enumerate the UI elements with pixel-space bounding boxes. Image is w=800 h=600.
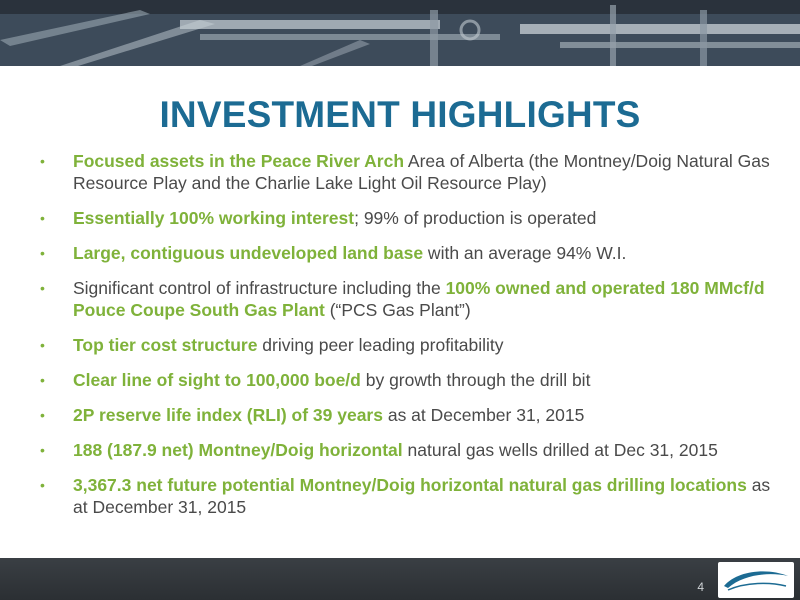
bullet-icon: • xyxy=(40,372,45,388)
footer-bar xyxy=(0,558,800,600)
header-banner-image xyxy=(0,0,800,66)
bullet-icon: • xyxy=(40,477,45,493)
bullet-item xyxy=(40,334,775,356)
bullet-text: ; 99% of production is operated xyxy=(354,208,597,228)
bullet-text: as at December 31, 2015 xyxy=(382,405,585,425)
bullet-icon: • xyxy=(40,245,45,261)
bullet-highlight: Top tier cost structure xyxy=(73,335,258,355)
bullet-item xyxy=(40,207,775,229)
bullet-text: Area of Alberta (the Montney/Doig Natural Gas Resource Play and the Charlie Lake Light Oil Resource Play) xyxy=(73,151,770,193)
slide-title: INVESTMENT HIGHLIGHTS xyxy=(159,94,641,135)
bullet-icon: • xyxy=(40,210,45,226)
bullet-text: as at December 31, 2015 xyxy=(73,475,771,517)
bullet-icon: • xyxy=(40,407,45,423)
bullet-highlight: Essentially 100% working interest xyxy=(73,208,355,228)
bullet-item xyxy=(40,404,775,426)
bullet-item xyxy=(40,369,775,391)
bullet-icon: • xyxy=(40,442,45,458)
page-number: 4 xyxy=(697,580,704,594)
bullet-icon: • xyxy=(40,153,45,169)
bullet-icon: • xyxy=(40,280,45,296)
bullet-highlight: 100% owned and operated 180 MMcf/d Pouce Coupe South Gas Plant xyxy=(73,278,765,320)
company-logo xyxy=(718,562,794,598)
bullet-item xyxy=(40,439,775,461)
bullet-text: driving peer leading profitability xyxy=(257,335,504,355)
bullet-highlight: 2P reserve life index (RLI) of 39 years xyxy=(73,405,383,425)
bullet-text: natural gas wells drilled at Dec 31, 2015 xyxy=(402,440,718,460)
bullet-highlight: 188 (187.9 net) Montney/Doig horizontal xyxy=(73,440,403,460)
bullet-item xyxy=(40,474,775,518)
bullet-item xyxy=(40,277,775,321)
bullet-highlight: Large, contiguous undeveloped land base xyxy=(73,243,424,263)
bullet-item xyxy=(40,150,775,194)
bullet-text-prefix: Significant control of infrastructure including the xyxy=(73,278,446,298)
bullet-text: (“PCS Gas Plant”) xyxy=(324,300,471,320)
bullet-highlight: 3,367.3 net future potential Montney/Doig horizontal natural gas drilling locations xyxy=(73,475,747,495)
logo-swoosh-icon xyxy=(718,562,794,598)
bullet-text: by growth through the drill bit xyxy=(360,370,591,390)
bullet-highlight: Clear line of sight to 100,000 boe/d xyxy=(73,370,361,390)
bullet-text: with an average 94% W.I. xyxy=(423,243,627,263)
industrial-pipes-image xyxy=(0,0,800,66)
bullet-item xyxy=(40,242,775,264)
bullet-icon: • xyxy=(40,337,45,353)
bullet-highlight: Focused assets in the Peace River Arch xyxy=(73,151,405,171)
highlights-list xyxy=(40,150,775,531)
